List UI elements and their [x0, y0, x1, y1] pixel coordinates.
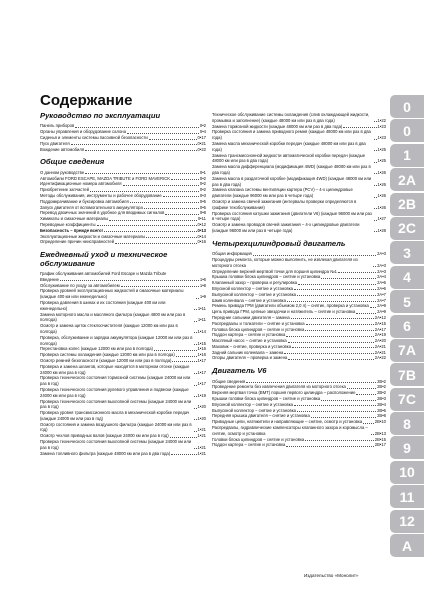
- toc-entry-title: Замена клапана системы вентиляции картера (PCV) – 4-х цилиндровые двигатели (каждые 96000 км или раз в четыре года): [212, 187, 353, 199]
- toc-entry-page: 2А•15: [374, 320, 386, 326]
- toc-entry-title: Головки блока цилиндров – снятие и установка: [212, 436, 305, 442]
- toc-dot-leader: [294, 289, 376, 290]
- toc-entry-title: Замена трансмиссионной жидкости автоматической коробки передач (каждые 48000 км или раз в два года): [212, 152, 366, 164]
- toc-dot-leader: [194, 408, 197, 409]
- toc-entry-title: Запуск двигателя от вспомогательного аккумулятора: [40, 204, 143, 210]
- chapter-tab[interactable]: 7В: [390, 363, 424, 386]
- toc-entry-page: 1•17: [197, 357, 206, 363]
- toc-entry-page: 1•16: [197, 352, 206, 358]
- toc-entry[interactable]: [212, 112, 386, 124]
- toc-entry-title: Распредвалы и толкатели – снятие и установка: [212, 320, 305, 326]
- toc-dot-leader: [121, 286, 199, 287]
- toc-entry-page: 1•23: [377, 135, 386, 141]
- toc-entry[interactable]: [40, 300, 206, 312]
- toc-entry[interactable]: [212, 355, 386, 361]
- toc-entry-page: 1•25: [377, 146, 386, 152]
- toc-dot-leader: [196, 298, 199, 299]
- toc-entry[interactable]: [40, 364, 206, 376]
- toc-entry-title: Замена топливного фильтра (каждые 48000 км или раз в два года): [40, 450, 171, 456]
- toc-entry-page: 2А•3: [377, 251, 386, 257]
- toc-entry-page: 2В•2: [377, 390, 386, 396]
- toc-entry-title: Приводные цепи, натяжители и направляющие – снятие, осмотр и установка: [212, 419, 363, 425]
- toc-entry-page: 2А•12: [374, 314, 386, 320]
- toc-entry[interactable]: [212, 187, 386, 199]
- toc-dot-leader: [371, 434, 374, 435]
- toc-entry-title: Проверка состояния и замена приводного ремня (каждые 48000 км или раз в два года): [212, 129, 371, 141]
- toc-dot-leader: [291, 318, 374, 319]
- toc-entry-page: 1•23: [377, 123, 386, 129]
- toc-entry-title: Проверка состояния катушки зажигания (двигатели V6) (каждые 96000 км или раз в четыре года): [212, 210, 372, 222]
- toc-entry[interactable]: [212, 129, 386, 141]
- toc-dot-leader: [194, 309, 197, 310]
- toc-entry-title: Осмотр и замена проводов свечей зажигания – 4-х цилиндровые двигатели (каждые 96000 км или раз в четыре года): [212, 222, 360, 233]
- toc-entry-title: Передняя крышка двигателя – снятие и установка: [212, 413, 310, 419]
- toc-entry[interactable]: [212, 141, 386, 153]
- toc-entry-page: 2В•15: [374, 436, 386, 442]
- toc-entry-title: Проверка уровней эксплуатационных жидкостей и смазочные материалы (каждые 400 км или еженедельно): [40, 288, 184, 300]
- toc-dot-leader: [194, 321, 197, 322]
- toc-entry-page: 0•2: [199, 123, 206, 129]
- toc-entry-page: 1•22: [377, 117, 386, 123]
- toc-dot-leader: [176, 356, 197, 357]
- chapter-tab[interactable]: 3: [390, 241, 424, 264]
- toc-entry-page: 2А•20: [374, 338, 386, 344]
- toc-dot-leader: [356, 394, 376, 395]
- toc-entry-page: 2В•6: [377, 407, 386, 413]
- toc-dot-leader: [288, 359, 374, 360]
- toc-entry-page: 1•20: [197, 404, 206, 410]
- toc-dot-leader: [374, 139, 377, 140]
- toc-entry-title: График обслуживания автомобилей Ford Escape и Mazda Tribute: [40, 270, 167, 276]
- toc-dot-leader: [374, 185, 377, 186]
- chapter-tab[interactable]: 0: [390, 119, 424, 142]
- toc-dot-leader: [374, 173, 377, 174]
- toc-dot-leader: [144, 208, 199, 209]
- toc-dot-leader: [253, 255, 376, 256]
- toc-entry[interactable]: [40, 422, 206, 434]
- toc-dot-leader: [311, 417, 376, 418]
- toc-entry-title: Шкив коленвала – снятие и установка: [212, 297, 286, 303]
- toc-entry-title: Ремень привода ГРМ (двигатели объемом 2,0 л) – снятие, проверка и установка: [212, 303, 369, 309]
- toc-dot-leader: [85, 150, 196, 151]
- toc-entry-title: Головка блока цилиндров – снятие и установка: [212, 326, 305, 332]
- toc-entry-page: 2А•21: [374, 343, 386, 349]
- toc-entry-title: Методы обслуживания, инструменты и рабочее оборудование: [40, 192, 162, 198]
- page-title: Содержание: [40, 92, 133, 109]
- toc-entry-page: 2А•6: [377, 285, 386, 291]
- chapter-tab[interactable]: 9: [390, 436, 424, 459]
- toc-entry-page: 2В•17: [374, 442, 386, 448]
- toc-entry-page: 0•4: [199, 129, 206, 135]
- toc-entry-title: Осмотр состояния и замена воздушного фильтра (каждые 24000 км или раз в год): [40, 421, 192, 433]
- toc-entry[interactable]: [212, 153, 386, 165]
- toc-dot-leader: [60, 280, 199, 281]
- toc-entry-page: 2А•7: [377, 291, 386, 297]
- toc-entry-title: Задний сальник коленвала – замена: [212, 349, 284, 355]
- toc-entry-title: Замена масла в раздаточной коробке (модификация 4WD) (каждые 48000 км или раз в два года): [212, 175, 372, 187]
- toc-dot-leader: [305, 330, 373, 331]
- toc-dot-leader: [194, 332, 197, 333]
- toc-dot-leader: [194, 419, 197, 420]
- toc-entry-title: Поддон картера – снятие и установка: [212, 442, 286, 448]
- toc-entry-title: Автомобили FORD ESCAPE, MAZDA TRIBUTE и FORD MAVERICK: [40, 175, 171, 181]
- chapter-tab[interactable]: 12: [390, 510, 424, 533]
- toc-entry-page: 0•3: [199, 192, 206, 198]
- toc-entry-title: Обслуживание по уходу за автомобилем: [40, 282, 120, 288]
- toc-dot-leader: [294, 405, 376, 406]
- toc-entry-page: 1•25: [377, 158, 386, 164]
- toc-dot-leader: [298, 284, 376, 285]
- toc-entry[interactable]: [212, 211, 386, 223]
- toc-entry-title: Проверка технического состояния тормозной системы (каждые 24000 км или раз в год): [40, 375, 191, 387]
- toc-entry-title: Осмотр и замена щеток стеклоочистителя (каждые 12000 км или раз в полгода): [40, 323, 178, 334]
- toc-entry-title: Органы управления и оборудование салона: [40, 129, 126, 135]
- toc-entry-page: 1•11: [197, 317, 206, 323]
- toc-entry-page: 2А•17: [374, 326, 386, 332]
- toc-entry[interactable]: [40, 323, 206, 335]
- chapter-tabs: [390, 95, 424, 558]
- toc-section-heading: Руководство по эксплуатации: [40, 111, 161, 120]
- toc-section-heading: Двигатель V6: [212, 366, 267, 376]
- toc-entry[interactable]: [212, 164, 386, 176]
- toc-entry-page: 0•1: [199, 169, 206, 175]
- toc-entry-title: Цепь привода ГРМ, цепные звездочки и натяжитель – снятие и установка: [212, 309, 356, 315]
- toc-entry-title: Замена тормозной жидкости (каждые 48000 км или раз в два года): [212, 123, 343, 129]
- toc-entry-title: Впускной коллектор – снятие и установка: [212, 401, 293, 407]
- toc-entry-page: 0•21: [197, 140, 206, 146]
- toc-entry[interactable]: [212, 176, 386, 188]
- toc-dot-leader: [163, 196, 199, 197]
- toc-dot-leader: [374, 197, 377, 198]
- toc-dot-leader: [284, 353, 373, 354]
- toc-dot-leader: [194, 448, 197, 449]
- toc-entry[interactable]: [40, 312, 206, 324]
- toc-entry-title: Идентификационные номера автомобиля: [40, 181, 122, 187]
- toc-section-heading: Ежедневный уход и техническое обслуживание: [40, 250, 168, 268]
- toc-entry-page: 1•14: [197, 328, 206, 334]
- toc-entry-page: 0•16: [197, 239, 206, 245]
- toc-entry-title: Передние сальники двигателя – замена: [212, 314, 290, 320]
- toc-dot-leader: [343, 127, 376, 128]
- toc-entry-title: Вождение автомобиля: [40, 146, 85, 152]
- toc-dot-leader: [321, 400, 376, 401]
- toc-dot-leader: [292, 347, 374, 348]
- toc-entry-page: 1•19: [197, 392, 206, 398]
- toc-entry-title: Определение верхней мертвой точки для поршня цилиндра №1: [212, 268, 337, 274]
- chapter-tab[interactable]: 6: [390, 315, 424, 338]
- toc-entry-page: 2В•4: [377, 401, 386, 407]
- toc-entry-page: 1•26: [377, 204, 386, 210]
- toc-entry-title: Поддомкрачивание и буксировка автомобиля: [40, 198, 129, 204]
- toc-dot-leader: [286, 336, 373, 337]
- toc-entry[interactable]: [212, 425, 386, 437]
- toc-entry-title: Клапанный зазор – проверка и регулировка: [212, 280, 298, 286]
- toc-entry-title: Замена масла механической коробки передач (каждые 48000 км или раз в два года): [212, 140, 366, 152]
- toc-entry-title: Перестановка колес (каждые 12000 км или раз в полгода): [40, 346, 153, 352]
- toc-entry-title: Пуск двигателя: [40, 140, 70, 146]
- toc-entry-page: 0•2: [199, 181, 206, 187]
- toc-entry-page: 1•26: [377, 193, 386, 199]
- toc-entry-title: Приобретение запчастей: [40, 187, 89, 193]
- toc-entry-title: Поддон картера – снятие и установка: [212, 332, 286, 338]
- toc-dot-leader: [194, 344, 197, 345]
- toc-entry-page: 0•17: [197, 135, 206, 140]
- toc-entry-title: Проверка технического состояния рулевого управления и подвески (каждые 24000 км или раз в год): [40, 386, 189, 398]
- toc-dot-leader: [97, 225, 197, 226]
- toc-entry-page: 2В•3: [377, 396, 386, 402]
- toc-entry-page: 2А•7: [377, 297, 386, 303]
- toc-entry-page: 2А•3: [377, 262, 386, 268]
- toc-entry-title: Проверка уровня трансмиссионного масла в механической коробке передач (каждые 24000 км или раз в год): [40, 410, 190, 421]
- toc-entry[interactable]: [212, 222, 386, 234]
- toc-entry[interactable]: [40, 439, 206, 451]
- toc-column-right: [212, 112, 386, 448]
- toc-dot-leader: [374, 121, 377, 122]
- toc-dot-leader: [287, 301, 376, 302]
- toc-entry-page: 2А•22: [374, 355, 386, 361]
- toc-entry-page: 1•28: [377, 227, 386, 233]
- toc-entry-title: Крышки головки блока цилиндров – снятие и установка: [212, 396, 321, 402]
- toc-entry-page: 2А•4: [377, 274, 386, 280]
- toc-dot-leader: [85, 173, 199, 174]
- toc-dot-leader: [165, 214, 198, 215]
- toc-entry-title: Опоры двигателя – проверка и замена: [212, 355, 288, 361]
- toc-entry-page: 2В•10: [374, 419, 386, 425]
- toc-entry-title: Сиденья и элементы системы пассивной безопасности: [40, 135, 148, 140]
- toc-entry-page: 2В•2: [377, 378, 386, 384]
- toc-entry-title: Верхняя мертвая точка (ВМТ) поршня первого цилиндра – расположение: [212, 390, 356, 396]
- toc-dot-leader: [306, 324, 374, 325]
- toc-dot-leader: [374, 231, 377, 232]
- toc-column-left: [40, 112, 206, 456]
- toc-entry-title: Впускной коллектор – снятие и установка: [212, 285, 293, 291]
- toc-entry-page: 1•11: [197, 305, 206, 311]
- toc-dot-leader: [123, 185, 199, 186]
- toc-entry[interactable]: [212, 442, 386, 448]
- toc-entry-title: Выпускной коллектор – снятие и установка: [212, 407, 296, 413]
- chapter-tab[interactable]: 4: [390, 266, 424, 289]
- toc-dot-leader: [104, 231, 197, 232]
- toc-dot-leader: [347, 388, 376, 389]
- toc-entry-page: 2А•19: [374, 332, 386, 338]
- toc-entry-title: Переводные коэффициенты: [40, 221, 96, 227]
- toc-entry-title: Проверка и замена шлангов, которые находятся в моторном отсеке (каждые 24000 км или раз в год): [40, 363, 190, 375]
- toc-entry[interactable]: [212, 257, 386, 269]
- toc-entry-title: Проверка системы охлаждения (каждые 12000 км или раз в полгода): [40, 352, 175, 358]
- toc-entry[interactable]: [40, 387, 206, 399]
- toc-entry-page: 1•17: [197, 381, 206, 387]
- toc-dot-leader: [338, 272, 376, 273]
- chapter-tab[interactable]: 2А: [390, 168, 424, 191]
- toc-entry[interactable]: [40, 451, 206, 457]
- toc-entry-page: 2А•21: [374, 349, 386, 355]
- toc-dot-leader: [356, 313, 376, 314]
- toc-dot-leader: [373, 266, 376, 267]
- toc-section-heading: Общие сведения: [40, 157, 105, 167]
- toc-entry-title: Маховик – снятие, проверка и установка: [212, 343, 292, 349]
- toc-entry-page: 1•21: [197, 450, 206, 456]
- toc-entry-title: Крышка головки блока цилиндров – снятие и установка: [212, 274, 321, 280]
- toc-dot-leader: [297, 411, 376, 412]
- toc-entry-page: 1•6: [199, 276, 206, 282]
- toc-entry[interactable]: [40, 147, 206, 153]
- toc-entry-title: Процедуры ремонта, которые можно выполнить, не извлекая двигателя из моторного отсека: [212, 256, 358, 268]
- toc-entry-page: 1•26: [377, 169, 386, 175]
- toc-entry-page: 2А•9: [377, 309, 386, 315]
- toc-entry-page: 0•11: [197, 216, 206, 222]
- toc-entry-page: 1•8: [199, 282, 206, 288]
- toc-entry-page: 0•12: [197, 221, 206, 227]
- chapter-tab[interactable]: 0: [390, 95, 424, 118]
- toc-entry[interactable]: [40, 288, 206, 300]
- toc-dot-leader: [146, 237, 196, 238]
- toc-section-heading: Четырехцилиндровый двигатель: [212, 238, 346, 248]
- toc-entry-title: Проведение ремонта без извлечения двигателя из моторного отсека: [212, 384, 346, 390]
- toc-entry-page: 1•21: [197, 433, 206, 439]
- toc-entry-title: Безопасность – прежде всего!: [40, 227, 103, 233]
- chapter-tab[interactable]: 8: [390, 412, 424, 435]
- toc-dot-leader: [374, 208, 377, 209]
- toc-dot-leader: [172, 361, 196, 362]
- toc-entry-title: Осмотр чехлов приводных валов (каждые 24000 км или раз в год): [40, 433, 169, 439]
- toc-entry-page: 1•21: [197, 427, 206, 433]
- toc-entry-page: 1•26: [377, 181, 386, 187]
- toc-entry-title: Эксплуатационные жидкости и смазочные материалы: [40, 233, 146, 239]
- chapter-tab[interactable]: 7С: [390, 388, 424, 411]
- toc-entry-page: 1•17: [197, 369, 206, 375]
- toc-entry-title: Масляный насос – снятие и установка: [212, 338, 287, 344]
- chapter-tab[interactable]: 2С: [390, 217, 424, 240]
- toc-entry-page: 1•27: [377, 216, 386, 222]
- toc-entry-page: 0•2: [199, 175, 206, 181]
- toc-dot-leader: [297, 295, 376, 296]
- toc-entry-page: 2А•5: [377, 280, 386, 286]
- chapter-tab[interactable]: 5: [390, 290, 424, 313]
- toc-dot-leader: [194, 431, 197, 432]
- chapter-tab[interactable]: 7А: [390, 339, 424, 362]
- toc-dot-leader: [115, 243, 196, 244]
- toc-entry-page: 0•14: [197, 233, 206, 239]
- chapter-tab[interactable]: 10: [390, 461, 424, 484]
- toc-dot-leader: [374, 162, 377, 163]
- toc-entry-page: 2В•13: [374, 430, 386, 436]
- toc-dot-leader: [71, 144, 197, 145]
- toc-entry-page: 0•5: [199, 198, 206, 204]
- toc-dot-leader: [75, 127, 199, 128]
- toc-entry-title: Перевод двоичных значений в удобное для вводимых сигналов: [40, 210, 165, 216]
- toc-entry-title: Проверка технического состояния выхлопной системы (каждые 24000 км или раз в год): [40, 398, 192, 410]
- toc-entry-page: 0•22: [197, 146, 206, 152]
- toc-entry-title: Замена масла дифференциала (модификация 4WD) (каждые 48000 км или раз в два года): [212, 164, 371, 175]
- toc-dot-leader: [286, 446, 373, 447]
- toc-dot-leader: [171, 179, 199, 180]
- toc-entry-title: Замена моторного масла и масляного фильтра (каждые 4800 км или раз в полгода): [40, 311, 186, 323]
- toc-entry-title: Химикаты и смазочные материалы: [40, 216, 109, 222]
- toc-dot-leader: [194, 373, 197, 374]
- toc-entry-page: 0•5: [199, 204, 206, 210]
- toc-entry-page: 2В•8: [377, 413, 386, 419]
- toc-entry-page: 0•13: [197, 227, 206, 233]
- toc-dot-leader: [321, 278, 376, 279]
- toc-entry-title: Введение: [40, 276, 59, 282]
- toc-dot-leader: [305, 440, 374, 441]
- toc-entry-title: Выпускной коллектор – снятие и установка: [212, 291, 296, 297]
- toc-entry-title: Осмотр и замена свечей зажигания (интервалы проверки определяются в графике техобслуживания): [212, 198, 357, 210]
- toc-entry[interactable]: [40, 410, 206, 422]
- toc-entry-title: Проверка, обслуживание и зарядка аккумулятора (каждые 12000 км или раз в полгода): [40, 334, 193, 346]
- toc-entry-title: Общая информация: [212, 251, 252, 257]
- toc-entry-title: О данном руководстве: [40, 169, 85, 175]
- toc-entry-page: 1•9: [199, 294, 206, 300]
- toc-dot-leader: [194, 396, 197, 397]
- toc-entry-title: Техническое обслуживание системы охлаждения (слив охлаждающей жидкости, промывка и заполнение) (каждые 48000 км или раз в два года): [212, 112, 370, 123]
- toc-dot-leader: [288, 342, 374, 343]
- toc-entry-page: 2А•9: [377, 303, 386, 309]
- toc-entry-page: 1•21: [197, 444, 206, 450]
- toc-entry[interactable]: [40, 399, 206, 411]
- toc-dot-leader: [90, 191, 199, 192]
- toc-entry-title: Определение причин неисправностей: [40, 239, 115, 245]
- toc-entry[interactable]: [40, 335, 206, 347]
- chapter-tab[interactable]: 11: [390, 485, 424, 508]
- toc-dot-leader: [109, 220, 197, 221]
- toc-entry-page: 1•20: [197, 415, 206, 421]
- publisher-label: Издательство «Монолит»: [304, 573, 359, 578]
- toc-dot-leader: [130, 202, 199, 203]
- toc-dot-leader: [363, 423, 374, 424]
- toc-dot-leader: [154, 350, 197, 351]
- toc-entry-title: Распредвалы, гидравлические компенсаторы клапанного зазора и коромысла – снятие, осмотр и установка: [212, 425, 368, 436]
- toc-entry-title: Панель приборов: [40, 123, 75, 129]
- toc-dot-leader: [370, 307, 376, 308]
- toc-dot-leader: [170, 437, 197, 438]
- toc-dot-leader: [127, 133, 199, 134]
- toc-entry-page: 2А•3: [377, 268, 386, 274]
- toc-entry[interactable]: [40, 375, 206, 387]
- toc-entry[interactable]: [212, 199, 386, 211]
- toc-dot-leader: [374, 220, 377, 221]
- toc-dot-leader: [171, 454, 196, 455]
- toc-entry-page: 2В•2: [377, 384, 386, 390]
- toc-entry-title: Общие сведения: [212, 378, 246, 384]
- chapter-tab[interactable]: А: [390, 534, 424, 557]
- toc-entry[interactable]: [40, 239, 206, 245]
- toc-entry-page: 1•15: [197, 340, 206, 346]
- toc-entry-page: 0•2: [199, 187, 206, 193]
- toc-entry-title: Осмотр ремней безопасности (каждые 12000 км или раз в полгода): [40, 357, 172, 363]
- toc-entry-page: 0•8: [199, 210, 206, 216]
- chapter-tab[interactable]: 1: [390, 144, 424, 167]
- chapter-tab[interactable]: 2В: [390, 193, 424, 216]
- toc-entry-page: 1•16: [197, 346, 206, 352]
- toc-dot-leader: [194, 385, 197, 386]
- toc-entry-title: Проверка технического состояния выхлопной системы (каждые 24000 км или раз в год): [40, 439, 192, 450]
- toc-entry-title: Проверка давления в шинах и их состояния (каждые 400 км или еженедельно): [40, 299, 166, 311]
- toc-dot-leader: [149, 139, 197, 140]
- toc-dot-leader: [374, 150, 377, 151]
- toc-dot-leader: [246, 382, 376, 383]
